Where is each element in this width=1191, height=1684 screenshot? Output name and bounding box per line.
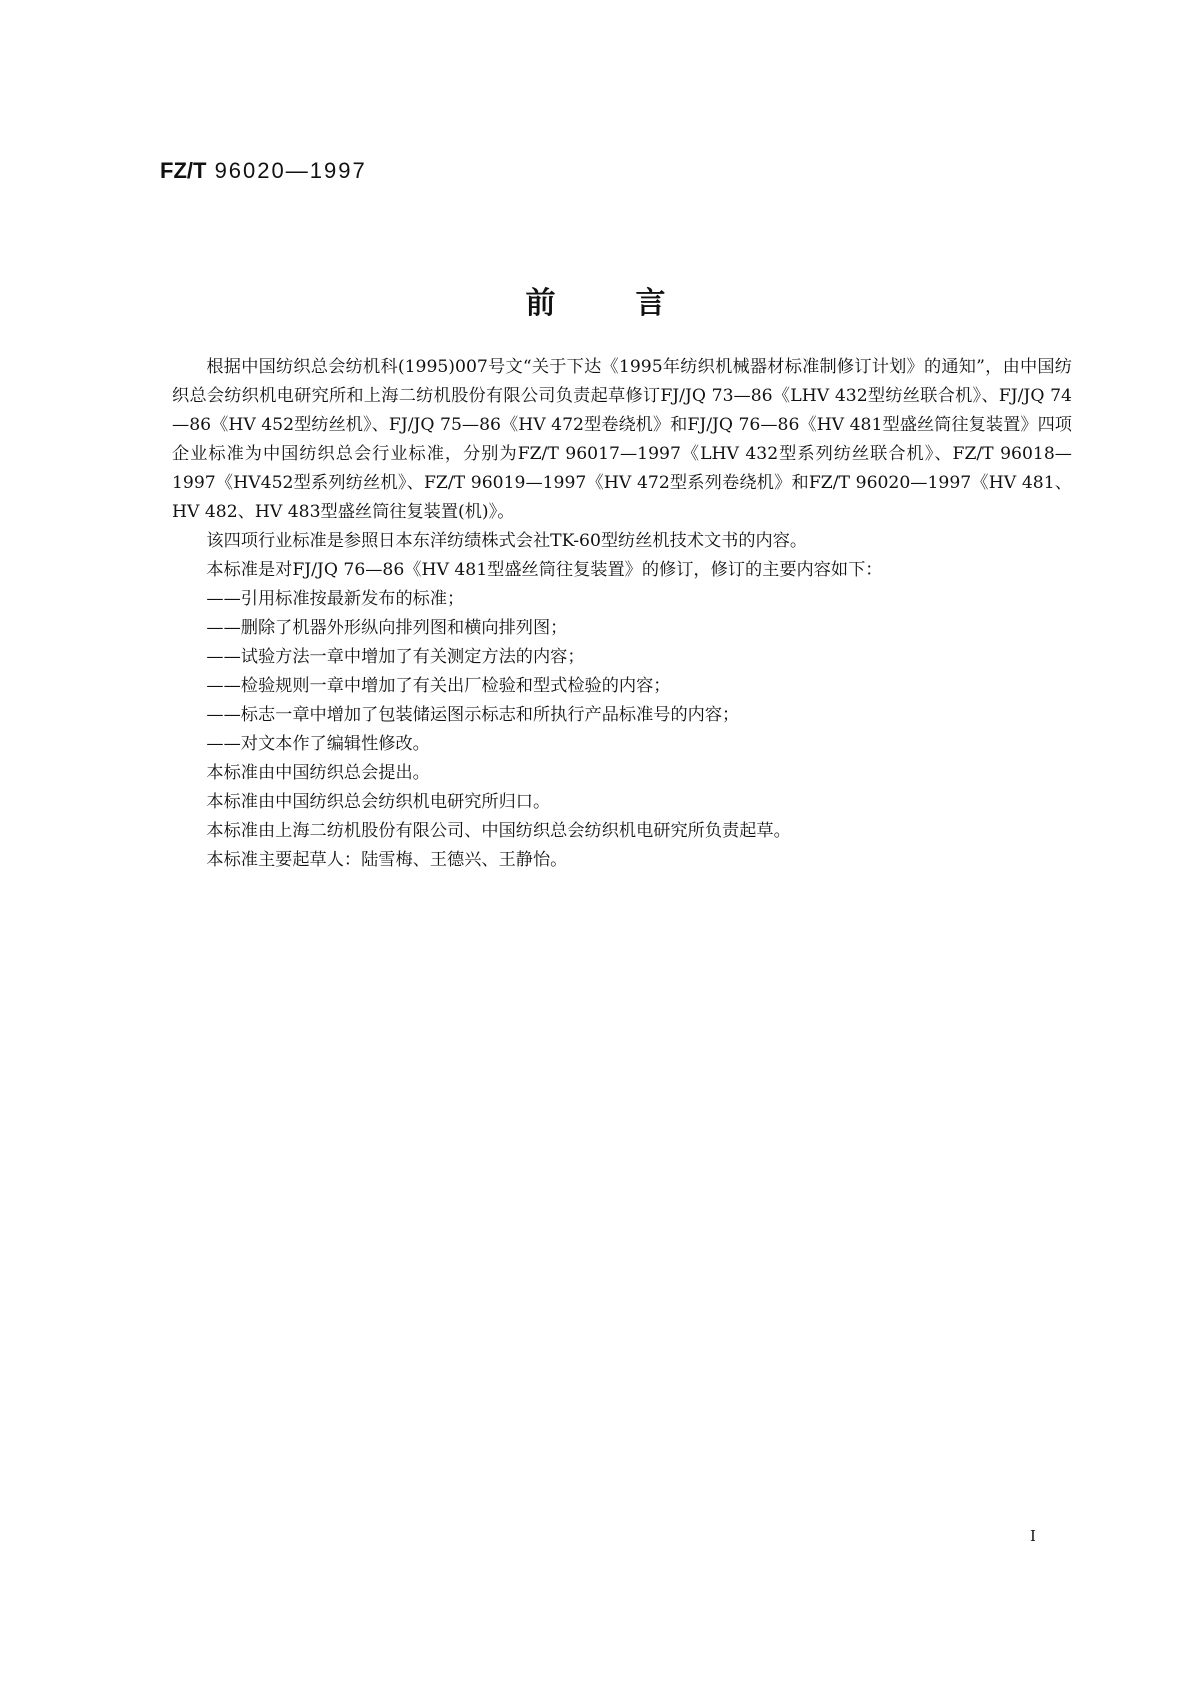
revision-item: ——引用标准按最新发布的标准； <box>206 589 465 609</box>
foreword-heading-char-2: 言 <box>635 286 666 321</box>
main-drafters: 本标准主要起草人：陆雪梅、王德兴、王静怡。 <box>206 850 568 870</box>
revision-item: ——对文本作了编辑性修改。 <box>206 734 430 754</box>
foreword-heading-char-1: 前 <box>525 286 556 321</box>
revision-item: ——检验规则一章中增加了有关出厂检验和型式检验的内容； <box>206 676 671 696</box>
proposed-by: 本标准由中国纺织总会提出。 <box>206 763 430 783</box>
revision-item: ——标志一章中增加了包装储运图示标志和所执行产品标准号的内容； <box>206 705 740 725</box>
foreword-heading <box>0 284 1191 324</box>
reference-note: 该四项行业标准是参照日本东洋纺绩株式会社TK-60型纺丝机技术文书的内容。 <box>206 531 808 551</box>
revision-item: ——试验方法一章中增加了有关测定方法的内容； <box>206 647 585 667</box>
intro-paragraph: 根据中国纺织总会纺机科(1995)007号文“关于下达《1995年纺织机械器材标准制修订计划》的通知”，由中国纺织总会纺织机电研究所和上海二纺机股份有限公司负责起草修订FJ/JQ 73—86《LHV 432型纺丝联合机》、FJ/JQ 74—86《HV 452型纺丝机》、FJ/JQ 75—86《HV 472型卷绕机》和FJ/JQ 76—86《HV 481型盛丝筒往复装置》四项企业标准为中国纺织总会行业标准，分别为FZ/T 96017—1997《LHV 432型系列纺丝联合机》、FZ/T 96018—1997《HV452型系列纺丝机》、FZ/T 96019—1997《HV 472型系列卷绕机》和FZ/T 96020—1997《HV 481、HV 482、HV 483型盛丝筒往复装置(机)》。 <box>172 357 1072 522</box>
drafted-by: 本标准由上海二纺机股份有限公司、中国纺织总会纺织机电研究所负责起草。 <box>206 821 791 841</box>
foreword-body <box>172 353 1072 875</box>
revision-intro: 本标准是对FJ/JQ 76—86《HV 481型盛丝筒往复装置》的修订，修订的主要内容如下： <box>206 560 883 580</box>
standard-code: 96020—1997 <box>214 158 367 183</box>
page-number: I <box>1030 1527 1036 1545</box>
standard-prefix: FZ/T <box>160 158 207 183</box>
revision-item: ——删除了机器外形纵向排列图和横向排列图； <box>206 618 568 638</box>
managed-by: 本标准由中国纺织总会纺织机电研究所归口。 <box>206 792 551 812</box>
standard-number <box>160 158 367 184</box>
